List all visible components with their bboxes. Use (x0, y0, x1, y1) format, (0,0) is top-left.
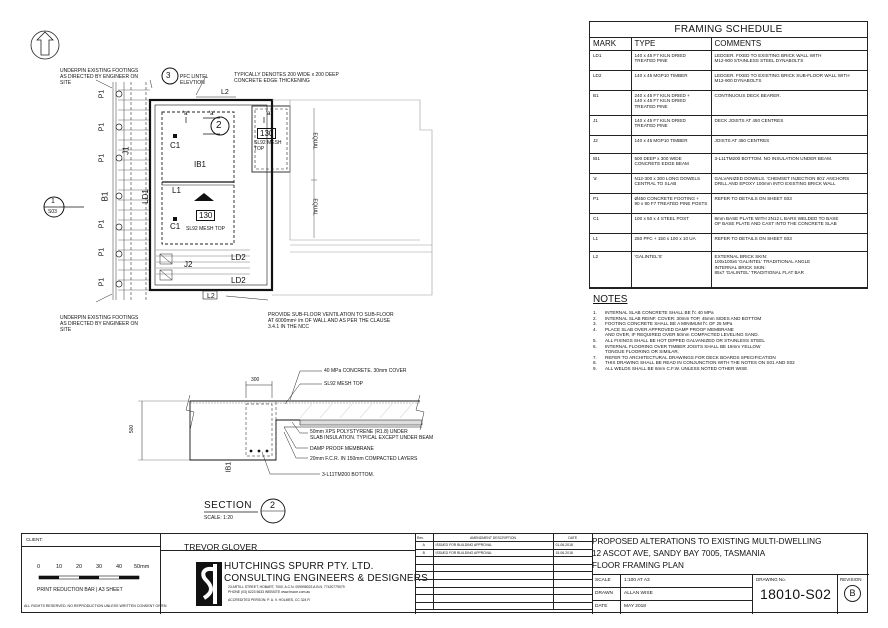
revision-empty (415, 564, 433, 572)
schedule-mark: LD1 (590, 50, 631, 70)
accredited-person: ACCREDITED PERSON: P. A. V. HOLMES, CC 324 R (228, 598, 310, 602)
revision-header-desc: AMENDMENT DESCRIPTION (433, 534, 553, 542)
ventilation-label: PROVIDE SUB-FLOOR VENTILATION TO SUB-FLOOR AT 6000mm² /m OF WALL AND AS PER THE CLAUSE 3.4.1 IN THE NCC (268, 312, 394, 330)
revision-empty (415, 602, 433, 610)
revision-date: 15-06-2018 (553, 549, 593, 557)
table-row (590, 173, 867, 193)
date-label: DATE (595, 604, 608, 609)
label-p1-3: P1 (98, 153, 106, 163)
label-c1-bottom: C1 (170, 222, 181, 231)
note-text: REFER TO ARCHITECTURAL DRAWINGS FOR DECK BOARDS SPECIFICATION (605, 354, 776, 360)
pfc-lintel-label: PFC LINTEL ELEVTION (180, 74, 209, 86)
revision-rev: A (415, 542, 433, 550)
underpin-top-label: UNDERPIN EXISTING FOOTINGS AS DIRECTED BY ENGINEER ON SITE (60, 68, 139, 86)
label-j1: J1 (121, 146, 131, 155)
schedule-header-mark: MARK (590, 38, 631, 50)
schedule-comments: REFER TO DETAILS ON SHEET S03 (711, 233, 867, 251)
schedule-type: 140 x 45 F7 KILN DRIED TREATED PINE (631, 50, 711, 70)
table-row (590, 115, 867, 135)
table-row (590, 135, 867, 153)
table-row (590, 233, 867, 251)
table-row (590, 251, 867, 287)
schedule-type: N12-300 x 300 LONG DOWELS CENTRAL TO SLAB (631, 173, 711, 193)
schedule-type: 140 x 45 F7 KILN DRIED TREATED PINE (631, 115, 711, 135)
table-row (590, 90, 867, 115)
table-row (415, 549, 593, 557)
schedule-type: 240 x 45 F7 KILN DRIED + 140 x 45 F7 KILN DRIED TREATED PINE (631, 90, 711, 115)
date-value: MAY 2018 (624, 604, 646, 609)
schedule-comments: LEDGER. FIXED TO EXISTING BRICK SUB-FLOOR WALL WITH M12-900 DYNABOLTS (711, 70, 867, 90)
revision-empty (433, 602, 553, 610)
scale-label: SCALE (595, 578, 611, 583)
schedule-type: 250 PFC + 150 x 100 x 10 UA (631, 233, 711, 251)
revision-empty (433, 564, 553, 572)
note-text: INTERNAL SLAB REINF. COVER: 30mm TOP, 45mm SIDES AND BOTTOM (605, 315, 762, 321)
section1-marker-sheet: S03 (48, 209, 57, 215)
label-l1: L1 (172, 186, 181, 195)
list-item: 3. FOOTING CONCRETE SHALL BE A MINIMUM f'c OF 25 MPa (593, 321, 733, 327)
table-row (590, 70, 867, 90)
revision-empty (553, 602, 593, 610)
revision-header-rev: Rev. (415, 534, 433, 542)
note-text: ALL WELDS SHALL BE 6mm C.F.W. UNLESS NOTED OTHER WISE (605, 365, 748, 371)
revision-empty (433, 557, 553, 565)
scale-value: 1:100 AT A3 (624, 578, 650, 583)
revision-empty (415, 557, 433, 565)
existing-ground-hatch (113, 82, 124, 300)
revision-table (415, 534, 593, 610)
schedule-mark: J1 (590, 115, 631, 135)
schedule-header-type: TYPE (631, 38, 711, 50)
scale-bar-tick-30: 30 (96, 564, 103, 570)
schedule-mark: LD2 (590, 70, 631, 90)
schedule-type: 'GALINTEL'S' (631, 251, 711, 287)
schedule-mark: IB1 (590, 153, 631, 173)
label-p1-5: P1 (98, 247, 106, 257)
revision-empty (433, 587, 553, 595)
label-b1: B1 (100, 191, 110, 202)
revision-label: REVISION (840, 577, 862, 582)
schedule-type: 140 x 45 MGP10 TIMBER (631, 70, 711, 90)
schedule-mark: L2 (590, 251, 631, 287)
schedule-comments: 3-L11TM200 BOTTOM. NO INSULATION UNDER BEAM. (711, 153, 867, 173)
schedule-type: 500 DEEP x 300 WIDE CONCRETE EDGE BEAM (631, 153, 711, 173)
revision-desc: ISSUED FOR BUILDING APPROVAL (433, 542, 553, 550)
slab-thickness-130-b: 130 (196, 210, 215, 221)
table-row (415, 602, 593, 610)
schedule-comments: GALVANIZED DOWELS. 'CHEMSET INJECTION 801' ANCHORS DRILL AND EPOXY 100mm INTO EXISTING BRICK WALL (711, 173, 867, 193)
list-item: 7. REFER TO ARCHITECTURAL DRAWINGS FOR DECK BOARDS SPECIFICATION (593, 354, 776, 360)
company-address: 23 ARTILL STREET, HOBART, 7000. A.C.N. 009598023 A.B.N. 77420779079 (228, 585, 345, 589)
revision-empty (415, 587, 433, 595)
label-ib1: IB1 (194, 160, 207, 169)
table-row (415, 572, 593, 580)
table-row (415, 587, 593, 595)
framing-schedule (589, 21, 868, 289)
schedule-comments: 8mm BASE PLATE WITH 2N12 L BARS WELDED TO BASE OF BASE PLATE AND CAST INTO THE CONCRETE SLAB (711, 213, 867, 233)
edge-thickening-label: TYPICALLY DENOTES 200 WIDE x 200 DEEP CONCRETE EDGE THICKENING (234, 72, 339, 84)
elevation-marker-number: 3 (166, 71, 171, 80)
section-label-fcr: 20mm F.C.R. IN 150mm COMPACTED LAYERS (310, 456, 418, 462)
section-title: SECTION (204, 500, 252, 511)
label-p1-1: P1 (98, 89, 106, 99)
schedule-mark: J2 (590, 135, 631, 153)
rights-statement: ALL RIGHTS RESERVED. NO REPRODUCTION UNLESS WRITTEN CONSENT GIVEN (24, 604, 167, 608)
scale-bar-tick-20: 20 (76, 564, 83, 570)
underpin-bottom-label: UNDERPIN EXISTING FOOTINGS AS DIRECTED BY ENGINEER ON SITE (60, 315, 139, 333)
section1-marker-number: 1 (51, 198, 55, 205)
revision-date: 01-06-2018 (553, 542, 593, 550)
revision-empty (553, 595, 593, 603)
section-scale: SCALE: 1:20 (204, 515, 233, 521)
note-text: FOOTING CONCRETE SHALL BE A MINIMUM f'c OF 25 MPa (605, 321, 733, 327)
deck-posts (116, 91, 122, 287)
scale-bar-tick-40: 40 (116, 564, 123, 570)
revision-empty (415, 595, 433, 603)
label-p1-6: P1 (98, 277, 106, 287)
note-text: INTERNAL SLAB CONCRETE SHALL BE f'c 40 MPa (605, 310, 714, 315)
revision-empty (553, 587, 593, 595)
schedule-mark: C1 (590, 213, 631, 233)
project-address: 12 ASCOT AVE, SANDY BAY 7005, TASMANIA (592, 549, 766, 558)
label-equal-2: EQUAL (311, 198, 318, 216)
notes-list (593, 310, 873, 372)
revision-empty (553, 572, 593, 580)
table-row (415, 542, 593, 550)
list-item: 5. ALL FIXINGS SHALL BE HOT DIPPED GALVANIZED OR STAINLESS STEEL (593, 337, 765, 343)
note-text: PLACE SLAB OVER APPROVED DAMP PROOF MEMBRANE AND OVER, IF REQUIRED OVER 50mm COMPACTED LEVELING SAND. (605, 326, 759, 338)
list-item: 4. PLACE SLAB OVER APPROVED DAMP PROOF MEMBRANE AND OVER, IF REQUIRED OVER 50mm COMPACTED LEVELING SAND. (593, 326, 759, 338)
revision-empty (433, 580, 553, 588)
drawing-title: FLOOR FRAMING PLAN (592, 561, 684, 570)
scale-bar-tick-50: 50mm (134, 564, 150, 570)
list-item: 8. THIS DRAWING SHALL BE READ IN CONJUNCTION WITH THE NOTES ON S01 AND S02 (593, 360, 795, 366)
scale-bar-tick-10: 10 (56, 564, 63, 570)
section-label-ib1: IB1 (225, 461, 233, 473)
schedule-mark: L1 (590, 233, 631, 251)
title-block (21, 533, 868, 613)
mesh-label-b: SL92 MESH TOP (186, 226, 225, 232)
schedule-comments: REFER TO DETAILS ON SHEET S03 (711, 193, 867, 213)
label-p1-4: P1 (98, 219, 106, 229)
label-ld1: LD1 (140, 189, 150, 204)
label-l2-bottom: L2 (207, 293, 215, 300)
company-name: HUTCHINGS SPURR PTY. LTD. (224, 561, 374, 572)
table-row (415, 564, 593, 572)
print-reduction-label: PRINT REDUCTION BAR | A3 SHEET (37, 587, 123, 593)
label-ld2-a: LD2 (231, 253, 246, 262)
revision-empty (553, 580, 593, 588)
schedule-comments: JOISTS AT 450 CENTRES (711, 135, 867, 153)
label-p1-2: P1 (98, 122, 106, 132)
schedule-mark: P1 (590, 193, 631, 213)
framing-schedule-table (590, 38, 867, 288)
project-title: PROPOSED ALTERATIONS TO EXISTING MULTI-DWELLING (592, 537, 822, 546)
schedule-header-comments: COMMENTS (711, 38, 867, 50)
slab-thickness-130-a: 130 (257, 128, 276, 139)
table-row (590, 153, 867, 173)
schedule-comments: CONTINUOUS DECK BEARER. (711, 90, 867, 115)
schedule-type: 100 x 50 x 4 STEEL POST (631, 213, 711, 233)
table-row (415, 595, 593, 603)
revision-badge: B (844, 585, 861, 602)
drawn-value: ALLAN WISE (624, 591, 653, 596)
section-dim-width: 300 (251, 377, 260, 383)
schedule-mark: 'a' (590, 173, 631, 193)
client-name: TREVOR GLOVER (184, 542, 258, 552)
list-item: 1. INTERNAL SLAB CONCRETE SHALL BE f'c 40 MPa (593, 310, 714, 315)
schedule-type: 140 x 45 MGP10 TIMBER (631, 135, 711, 153)
existing-building-outline (272, 100, 432, 295)
schedule-comments: EXTERNAL BRICK SKIN: 100x100x6 'GALINTEL' TRADITIONAL ANGLE INTERNAL BRICK SKIN: 85x7 'GALINTEL' TRADITIONAL FLAT BAR (711, 251, 867, 287)
revision-empty (553, 557, 593, 565)
label-a1: 'a' (183, 111, 189, 117)
label-l2-top: L2 (221, 89, 229, 96)
label-equal-1: EQUAL (311, 132, 318, 150)
revision-empty (553, 564, 593, 572)
schedule-mark: B1 (590, 90, 631, 115)
list-item: 9. ALL WELDS SHALL BE 6mm C.F.W. UNLESS NOTED OTHER WISE (593, 365, 748, 371)
company-tagline: CONSULTING ENGINEERS & DESIGNERS (224, 573, 429, 584)
drawing-number: 18010-S02 (760, 586, 832, 602)
schedule-comments: DECK JOISTS AT 450 CENTRES (711, 115, 867, 135)
table-row (415, 557, 593, 565)
section-label-bars: 3-L11TM200 BOTTOM. (322, 472, 375, 478)
revision-desc: ISSUED FOR BUILDING APPROVAL (433, 549, 553, 557)
section-label-xps: 50mm XPS POLYSTYRENE (R1.8) UNDER SLAB INSULATION. TYPICAL EXCEPT UNDER BEAM (310, 429, 434, 441)
revision-empty (415, 580, 433, 588)
list-item: 2. INTERNAL SLAB REINF. COVER: 30mm TOP, 45mm SIDES AND BOTTOM (593, 315, 762, 321)
list-item: 6. INTERNAL FLOORING OVER TIMBER JOISTS SHALL BE 19mm YELLOW TONGUE FLOORING OR SIMILAR. (593, 343, 761, 355)
table-row (590, 193, 867, 213)
table-row (415, 534, 593, 542)
table-row (415, 580, 593, 588)
section-label-concrete: 40 MPa CONCRETE. 30mm COVER (324, 368, 407, 374)
section-2-drawing (138, 371, 424, 523)
section-number: 2 (270, 500, 276, 510)
note-text: ALL FIXINGS SHALL BE HOT DIPPED GALVANIZED OR STAINLESS STEEL (605, 337, 765, 343)
section-label-dpm: DAMP PROOF MEMBRANE (310, 446, 374, 452)
note-text: THIS DRAWING SHALL BE READ IN CONJUNCTION WITH THE NOTES ON S01 AND S02 (605, 360, 795, 366)
section-label-mesh: SL92 MESH TOP (324, 381, 363, 387)
label-c1-top: C1 (170, 141, 181, 150)
note-text: INTERNAL FLOORING OVER TIMBER JOISTS SHALL BE 19mm YELLOW TONGUE FLOORING OR SIMILAR. (605, 343, 761, 355)
drawing-no-label: DRAWING No. (756, 577, 786, 582)
revision-empty (433, 572, 553, 580)
label-a3: 'a' (266, 111, 272, 117)
section-dim-depth: 500 (129, 424, 136, 434)
notes-title: NOTES (593, 294, 628, 305)
company-logo-icon (196, 562, 222, 606)
scale-bar-tick-0: 0 (37, 564, 41, 570)
client-label: CLIENT: (26, 537, 43, 542)
revision-rev: B (415, 549, 433, 557)
schedule-comments: LEDGER. FIXED TO EXISTING BRICK WALL WITH M12-900 STAINLESS STEEL DYNABOLTS (711, 50, 867, 70)
north-arrow-icon (31, 31, 59, 59)
schedule-header-row (590, 38, 867, 50)
table-row (590, 213, 867, 233)
revision-empty (415, 572, 433, 580)
label-j2: J2 (184, 260, 193, 269)
framing-schedule-title: FRAMING SCHEDULE (590, 22, 867, 38)
table-row (590, 50, 867, 70)
revision-empty (433, 595, 553, 603)
revision-header-date: DATE (553, 534, 593, 542)
mesh-label-a: SL92 MESH TOP (254, 140, 282, 152)
label-ld2-b: LD2 (231, 276, 246, 285)
company-phone: PHONE (03) 6223 5633 WEBSITE www.hscce.com.au (228, 590, 311, 594)
drawn-label: DRAWN (595, 591, 613, 596)
label-a2: 'a' (209, 111, 215, 117)
schedule-type: Ø450 CONCRETE FOOTING + 90 x 90 F7 TREATED PINE POSTS (631, 193, 711, 213)
section2-marker-number: 2 (216, 120, 222, 131)
